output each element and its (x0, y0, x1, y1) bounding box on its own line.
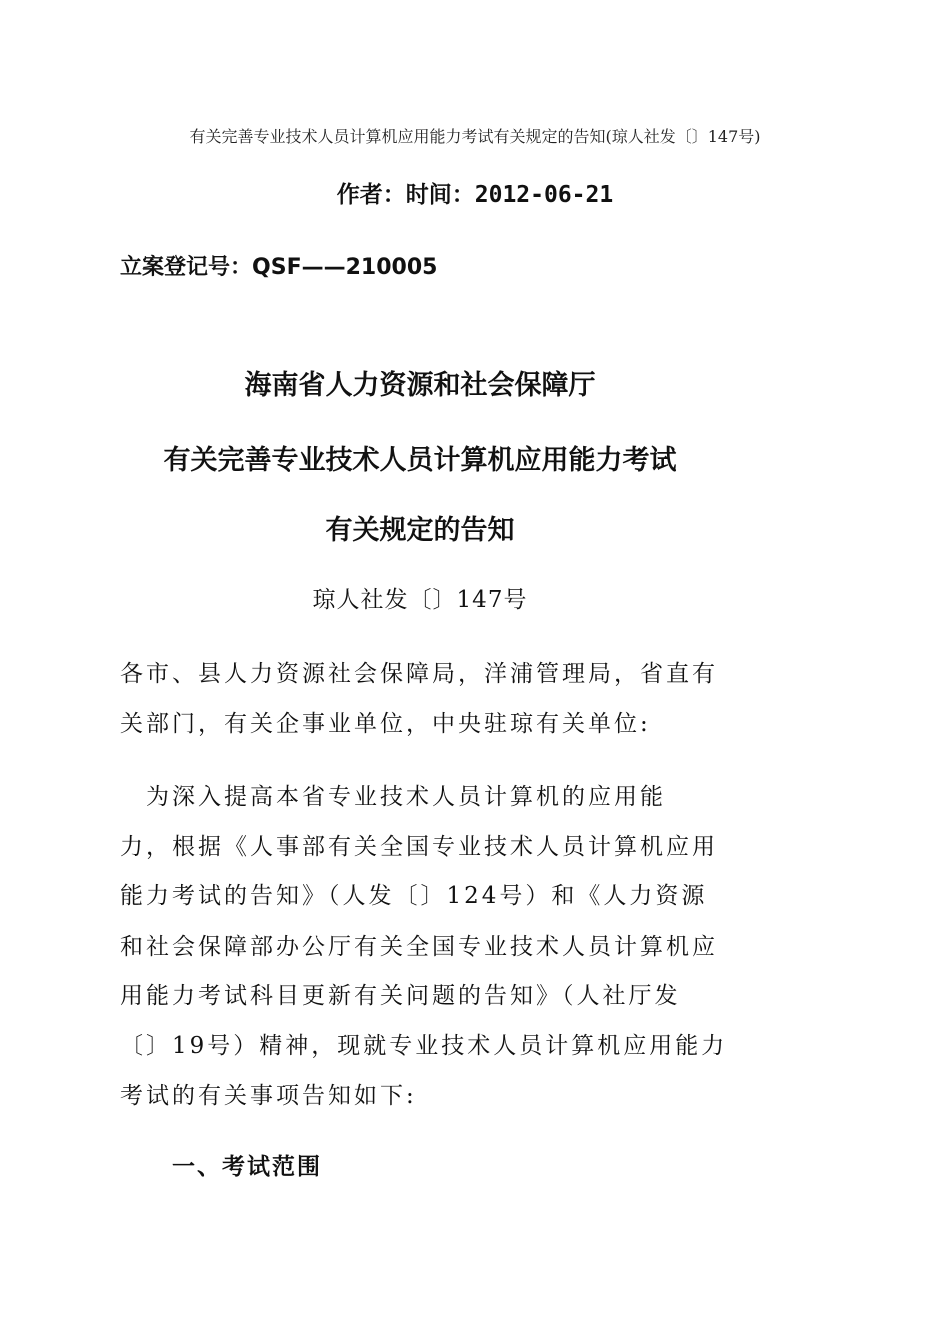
addressees-line-1: 各市、县人力资源社会保障局，洋浦管理局，省直有 (120, 661, 718, 687)
running-title: 有关完善专业技术人员计算机应用能力考试有关规定的告知(琼人社发〔〕147号) (189, 127, 761, 146)
paragraph-line: 和社会保障部办公厅有关全国专业技术人员计算机应 (120, 934, 718, 960)
doc-title-line-3: 有关规定的告知 (325, 515, 515, 546)
document-number: 琼人社发〔〕147号 (312, 587, 528, 613)
doc-title-line-1: 海南省人力资源和社会保障厅 (244, 370, 596, 401)
paragraph-line: 力，根据《人事部有关全国专业技术人员计算机应用 (120, 834, 718, 860)
registration-label: 立案登记号： (120, 255, 253, 280)
paragraph-line: 考试的有关事项告知如下: (120, 1083, 417, 1109)
paragraph-line: 〔〕19号）精神，现就专业技术人员计算机应用能力 (120, 1033, 728, 1059)
doc-title-line-2: 有关完善专业技术人员计算机应用能力考试 (163, 445, 677, 476)
section-heading: 一、考试范围 (172, 1153, 322, 1180)
paragraph-line: 能力考试的告知》（人发〔〕124号）和《人力资源 (120, 883, 708, 909)
paragraph-line: 用能力考试科目更新有关问题的告知》（人社厅发 (120, 983, 681, 1009)
author-label: 作者： (336, 182, 406, 208)
addressees-line-2: 关部门，有关企事业单位，中央驻琼有关单位: (120, 711, 651, 737)
paragraph-line: 为深入提高本省专业技术人员计算机的应用能 (120, 784, 666, 810)
author-date-line (0, 181, 950, 209)
date-value: 2012-06-21 (474, 182, 614, 208)
date-label: 时间： (405, 182, 475, 208)
registration-number (120, 254, 437, 282)
registration-value: QSF——210005 (252, 255, 438, 280)
